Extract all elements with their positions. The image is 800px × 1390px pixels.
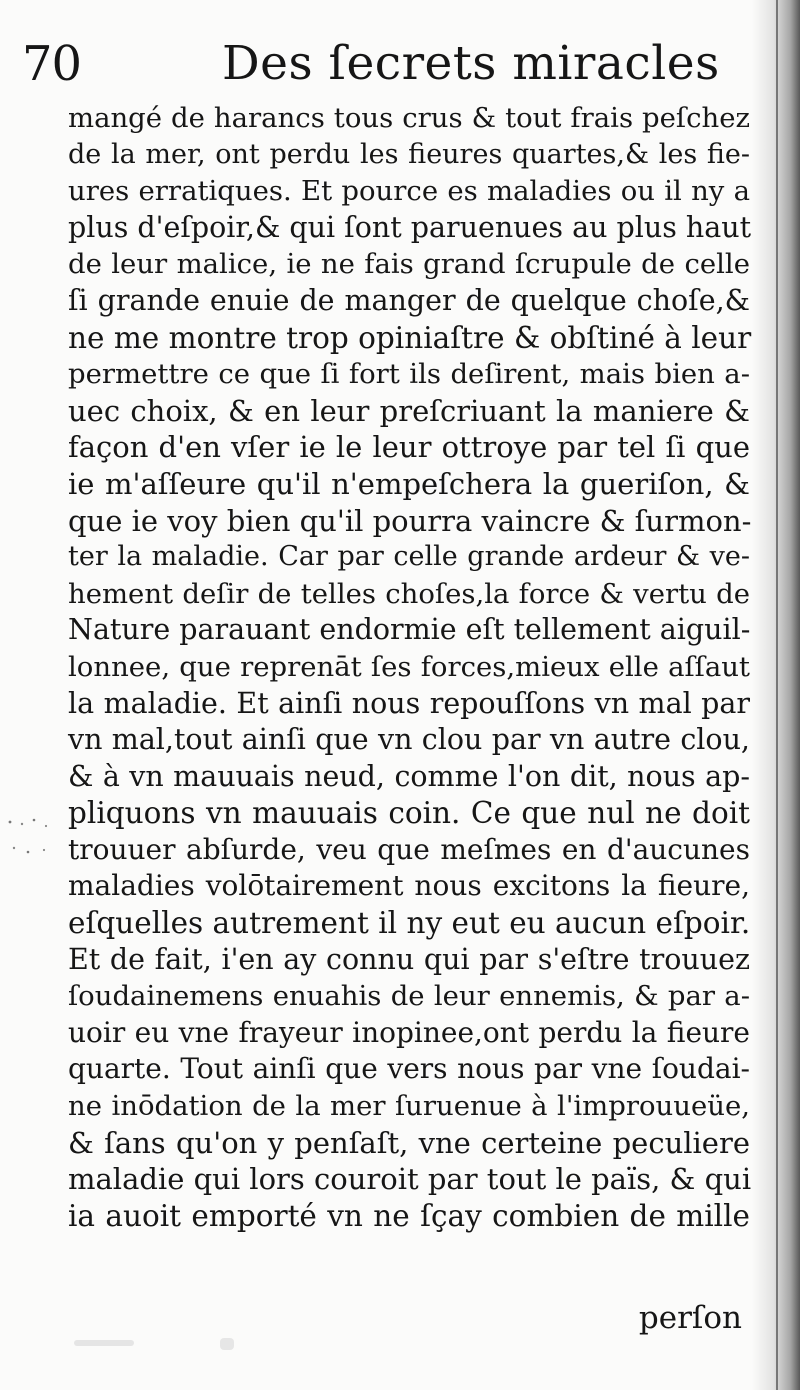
text-line: maladies volōtairement nous excitons la fieure, (68, 869, 750, 903)
text-line: plus d'eſpoir,& qui ſont paruenues au plus haut (68, 210, 752, 244)
text-line: de leur malice, ie ne fais grand ſcrupule de celle (68, 248, 750, 281)
text-line: la maladie. Et ainſi nous repouſſons vn mal par (68, 686, 750, 720)
text-line: mangé de harancs tous crus & tout frais peſchez (68, 102, 750, 134)
text-line: permettre ce que ſi fort ils deſirent, mais bien a- (68, 358, 750, 391)
text-line: eſquelles autrement il ny eut eu aucun eſpoir. (68, 906, 751, 941)
text-line: lonnee, que reprenāt ſes forces,mieux elle aſſaut (68, 650, 750, 683)
text-line: ures erratiques. Et pource es maladies ou il ny a (68, 175, 750, 208)
running-head: Des ſecrets miracles (222, 36, 720, 91)
text-line: vn mal,tout ainſi que vn clou par vn autre clou, (68, 723, 750, 757)
show-through-smudge (70, 1330, 290, 1360)
text-line: uec choix, & en leur preſcriuant la maniere & (68, 393, 750, 428)
text-line: hement deſir de telles choſes,la force & vertu de (68, 577, 750, 610)
body-text (68, 100, 750, 1234)
text-line: maladie qui lors couroit par tout le païs, & qui (68, 1162, 752, 1197)
text-line: pliquons vn mauuais coin. Ce que nul ne doit (68, 796, 750, 831)
page-header (22, 28, 742, 98)
text-line: ie m'aſſeure qu'il n'empeſchera la gueriſon, & (68, 466, 750, 501)
text-line: ne inōdation de la mer ſuruenue à l'improuueüe, (68, 1090, 750, 1123)
gutter-edge-line (776, 0, 778, 1390)
catchword: perſon (638, 1300, 742, 1336)
text-line: uoir eu vne frayeur inopinee,ont perdu la fieure (68, 1015, 750, 1049)
text-line: que ie voy bien qu'il pourra vaincre & ſurmon- (68, 503, 752, 538)
text-line: ia auoit emporté vn ne ſçay combien de mille (68, 1198, 750, 1233)
text-line: trouuer abſurde, veu que meſmes en d'aucunes (68, 832, 750, 866)
text-line: Nature parauant endormie eſt tellement aiguil- (68, 613, 751, 647)
text-line: ſoudainemens enuahis de leur ennemis, & par a- (68, 980, 750, 1013)
text-line: ſi grande enuie de manger de quelque choſe,& (68, 283, 750, 317)
text-line: ne me montre trop opiniaſtre & obſtiné à leur (68, 320, 752, 355)
page-number: 70 (22, 36, 82, 92)
text-line: & à vn mauuais neud, comme l'on dit, nous ap- (68, 759, 750, 793)
stray-ink-marks (0, 810, 60, 870)
text-line: & ſans qu'on y penſaſt, vne certeine peculiere (68, 1125, 750, 1160)
text-line: ter la maladie. Car par celle grande ardeur & ve- (68, 541, 750, 573)
text-line: Et de fait, i'en ay connu qui par s'eſtre trouuez (68, 942, 750, 976)
text-line: de la mer, ont perdu les fieures quartes,& les fie- (68, 138, 750, 170)
text-line: façon d'en vſer ie le leur ottroye par tel ſi que (68, 430, 750, 465)
text-line: quarte. Tout ainſi que vers nous par vne ſoudai- (68, 1052, 750, 1086)
